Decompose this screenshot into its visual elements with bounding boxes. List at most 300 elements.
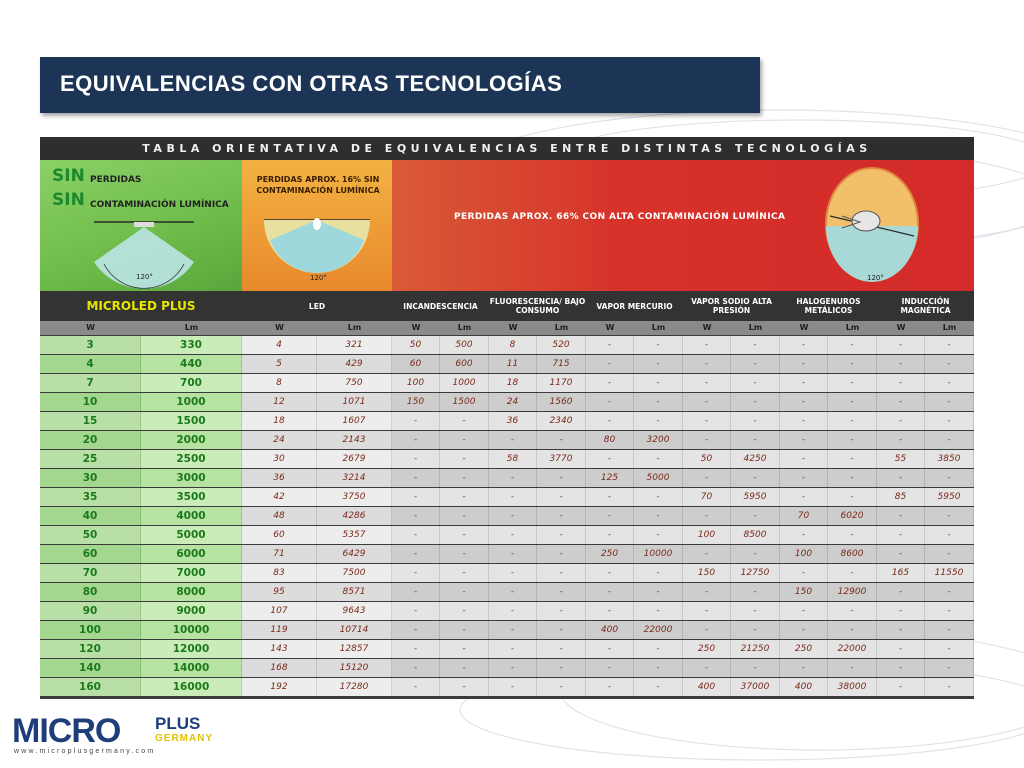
table-cell: - bbox=[780, 450, 828, 468]
table-cell: 150 bbox=[392, 393, 440, 411]
table-cell: 35 bbox=[40, 488, 141, 506]
table-cell: 400 bbox=[683, 678, 731, 696]
table-cell: 2500 bbox=[141, 450, 242, 468]
header-halogenuros: HALOGENUROS METÁLICOS bbox=[796, 297, 861, 315]
table-cell: - bbox=[537, 678, 586, 696]
table-cell: - bbox=[392, 564, 440, 582]
unit-header-cell: W bbox=[275, 323, 284, 332]
table-cell: 24 bbox=[242, 431, 317, 449]
table-cell: 17280 bbox=[317, 678, 392, 696]
table-cell: 1000 bbox=[141, 393, 242, 411]
table-row bbox=[40, 640, 974, 658]
table-cell: - bbox=[683, 431, 731, 449]
table-cell: 60 bbox=[392, 355, 440, 373]
table-cell: 4250 bbox=[731, 450, 780, 468]
table-cell: - bbox=[925, 393, 974, 411]
table-cell: 18 bbox=[242, 412, 317, 430]
table-cell: 5950 bbox=[731, 488, 780, 506]
table-cell: - bbox=[634, 583, 683, 601]
table-row bbox=[40, 602, 974, 620]
table-title: TABLA ORIENTATIVA DE EQUIVALENCIAS ENTRE DISTINTAS TECNOLOGÍAS bbox=[40, 137, 974, 160]
table-cell: - bbox=[925, 336, 974, 354]
unit-header-cell: W bbox=[508, 323, 518, 332]
table-cell: 1071 bbox=[317, 393, 392, 411]
table-cell: - bbox=[780, 526, 828, 544]
table-cell: 3000 bbox=[141, 469, 242, 487]
table-cell: - bbox=[586, 488, 634, 506]
table-cell: 8571 bbox=[317, 583, 392, 601]
table-cell: - bbox=[537, 602, 586, 620]
unit-header-cell: Lm bbox=[845, 323, 860, 332]
table-cell: - bbox=[489, 469, 537, 487]
table-cell: - bbox=[925, 374, 974, 392]
table-cell: 71 bbox=[242, 545, 317, 563]
table-cell: 5 bbox=[242, 355, 317, 373]
conventional-lamp-icon bbox=[822, 166, 922, 284]
table-cell: - bbox=[392, 621, 440, 639]
table-cell: - bbox=[489, 659, 537, 677]
unit-header-cell: W bbox=[411, 323, 421, 332]
sin-label-1: SIN bbox=[52, 166, 85, 186]
unit-header-cell: W bbox=[702, 323, 712, 332]
microled-banner bbox=[40, 160, 242, 291]
table-cell: 70 bbox=[683, 488, 731, 506]
table-cell: - bbox=[586, 393, 634, 411]
table-cell: 250 bbox=[586, 545, 634, 563]
table-cell: - bbox=[537, 488, 586, 506]
slide-title: EQUIVALENCIAS CON OTRAS TECNOLOGÍAS bbox=[60, 71, 563, 96]
table-cell: - bbox=[877, 583, 925, 601]
header-vapor-mercurio: VAPOR MERCURIO bbox=[596, 301, 673, 311]
table-cell: 9643 bbox=[317, 602, 392, 620]
table-cell: - bbox=[731, 469, 780, 487]
unit-header-row bbox=[40, 321, 974, 335]
equivalence-table-panel bbox=[40, 137, 974, 699]
table-cell: 4286 bbox=[317, 507, 392, 525]
table-cell: 12750 bbox=[731, 564, 780, 582]
table-cell: 143 bbox=[242, 640, 317, 658]
table-cell: 10000 bbox=[141, 621, 242, 639]
table-cell: - bbox=[877, 469, 925, 487]
table-cell: 3 bbox=[40, 336, 141, 354]
conventional-angle-label: 120° bbox=[867, 274, 884, 282]
table-cell: 70 bbox=[780, 507, 828, 525]
table-cell: - bbox=[537, 469, 586, 487]
table-cell: - bbox=[877, 640, 925, 658]
technology-header-band bbox=[40, 291, 974, 321]
table-cell: 48 bbox=[242, 507, 317, 525]
table-cell: 3500 bbox=[141, 488, 242, 506]
table-cell: 2340 bbox=[537, 412, 586, 430]
table-cell: - bbox=[877, 355, 925, 373]
table-row bbox=[40, 526, 974, 544]
table-cell: 119 bbox=[242, 621, 317, 639]
sin-label-2: SIN bbox=[52, 190, 85, 210]
table-cell: - bbox=[828, 393, 877, 411]
table-cell: 60 bbox=[40, 545, 141, 563]
table-cell: - bbox=[828, 355, 877, 373]
table-cell: - bbox=[828, 374, 877, 392]
table-cell: - bbox=[586, 374, 634, 392]
table-cell: 5000 bbox=[141, 526, 242, 544]
table-cell: - bbox=[392, 583, 440, 601]
table-cell: - bbox=[586, 336, 634, 354]
unit-header-cell: Lm bbox=[554, 323, 569, 332]
table-cell: 400 bbox=[586, 621, 634, 639]
table-cell: - bbox=[440, 640, 489, 658]
table-row bbox=[40, 374, 974, 392]
table-cell: - bbox=[731, 545, 780, 563]
table-cell: 10714 bbox=[317, 621, 392, 639]
table-cell: - bbox=[537, 431, 586, 449]
table-row bbox=[40, 564, 974, 582]
table-cell: - bbox=[877, 678, 925, 696]
table-cell: - bbox=[392, 412, 440, 430]
table-cell: 7500 bbox=[317, 564, 392, 582]
table-cell: - bbox=[780, 355, 828, 373]
table-cell: - bbox=[780, 336, 828, 354]
table-cell: - bbox=[392, 526, 440, 544]
table-cell: - bbox=[440, 545, 489, 563]
table-cell: - bbox=[731, 336, 780, 354]
table-cell: - bbox=[440, 469, 489, 487]
table-cell: 22000 bbox=[634, 621, 683, 639]
table-cell: 700 bbox=[141, 374, 242, 392]
table-cell: 1500 bbox=[141, 412, 242, 430]
table-cell: 100 bbox=[40, 621, 141, 639]
table-cell: - bbox=[634, 412, 683, 430]
table-cell: - bbox=[780, 431, 828, 449]
header-vapor-sodio: VAPOR SODIO ALTA PRESIÓN bbox=[691, 297, 772, 315]
table-cell: 8 bbox=[242, 374, 317, 392]
table-cell: - bbox=[634, 526, 683, 544]
table-cell: 4 bbox=[40, 355, 141, 373]
table-cell: - bbox=[634, 450, 683, 468]
table-cell: - bbox=[586, 583, 634, 601]
table-row bbox=[40, 393, 974, 411]
unit-header-cell: W bbox=[605, 323, 615, 332]
table-cell: - bbox=[877, 526, 925, 544]
table-cell: - bbox=[925, 678, 974, 696]
table-cell: 140 bbox=[40, 659, 141, 677]
table-cell: 5000 bbox=[634, 469, 683, 487]
table-cell: 125 bbox=[586, 469, 634, 487]
table-cell: - bbox=[634, 374, 683, 392]
table-cell: - bbox=[489, 488, 537, 506]
unit-header-cell: Lm bbox=[942, 323, 957, 332]
table-cell: 9000 bbox=[141, 602, 242, 620]
table-cell: - bbox=[392, 640, 440, 658]
table-cell: - bbox=[537, 659, 586, 677]
table-cell: 100 bbox=[683, 526, 731, 544]
table-cell: 12000 bbox=[141, 640, 242, 658]
table-cell: - bbox=[828, 336, 877, 354]
table-cell: - bbox=[392, 545, 440, 563]
table-row bbox=[40, 659, 974, 677]
led-banner bbox=[242, 160, 392, 291]
table-cell: 14000 bbox=[141, 659, 242, 677]
table-cell: - bbox=[877, 374, 925, 392]
table-cell: - bbox=[925, 412, 974, 430]
table-cell: 750 bbox=[317, 374, 392, 392]
table-cell: 24 bbox=[489, 393, 537, 411]
table-cell: - bbox=[828, 564, 877, 582]
table-cell: - bbox=[489, 545, 537, 563]
table-cell: 5357 bbox=[317, 526, 392, 544]
conventional-banner-text: PERDIDAS APROX. 66% CON ALTA CONTAMINACIÓN LUMÍNICA bbox=[454, 212, 786, 222]
table-cell: - bbox=[489, 621, 537, 639]
table-cell: - bbox=[537, 526, 586, 544]
table-cell: - bbox=[586, 564, 634, 582]
table-cell: - bbox=[731, 602, 780, 620]
table-cell: - bbox=[634, 393, 683, 411]
table-cell: - bbox=[392, 659, 440, 677]
table-cell: 120 bbox=[40, 640, 141, 658]
table-cell: 11550 bbox=[925, 564, 974, 582]
table-cell: - bbox=[683, 621, 731, 639]
table-cell: 30 bbox=[40, 469, 141, 487]
table-cell: 1500 bbox=[440, 393, 489, 411]
table-cell: - bbox=[634, 640, 683, 658]
table-cell: - bbox=[828, 602, 877, 620]
table-cell: 50 bbox=[40, 526, 141, 544]
table-cell: 168 bbox=[242, 659, 317, 677]
unit-header-cell: Lm bbox=[184, 323, 199, 332]
table-cell: - bbox=[489, 564, 537, 582]
table-cell: - bbox=[392, 602, 440, 620]
table-cell: 22000 bbox=[828, 640, 877, 658]
table-cell: - bbox=[877, 545, 925, 563]
unit-header-cell: W bbox=[799, 323, 809, 332]
table-cell: - bbox=[925, 621, 974, 639]
table-cell: 36 bbox=[242, 469, 317, 487]
table-row bbox=[40, 545, 974, 563]
table-cell: - bbox=[489, 507, 537, 525]
table-cell: 80 bbox=[40, 583, 141, 601]
table-cell: 10 bbox=[40, 393, 141, 411]
table-cell: 7000 bbox=[141, 564, 242, 582]
table-row bbox=[40, 583, 974, 601]
table-cell: - bbox=[634, 355, 683, 373]
table-cell: 38000 bbox=[828, 678, 877, 696]
table-cell: - bbox=[828, 412, 877, 430]
table-cell: 16000 bbox=[141, 678, 242, 696]
table-cell: 21250 bbox=[731, 640, 780, 658]
table-cell: - bbox=[634, 564, 683, 582]
table-cell: 58 bbox=[489, 450, 537, 468]
table-cell: - bbox=[440, 488, 489, 506]
table-row bbox=[40, 488, 974, 506]
table-cell: - bbox=[731, 393, 780, 411]
table-cell: - bbox=[683, 659, 731, 677]
table-cell: 8600 bbox=[828, 545, 877, 563]
table-cell: - bbox=[683, 355, 731, 373]
table-cell: - bbox=[828, 450, 877, 468]
table-cell: - bbox=[877, 431, 925, 449]
table-cell: - bbox=[683, 602, 731, 620]
table-cell: - bbox=[925, 526, 974, 544]
table-cell: - bbox=[392, 450, 440, 468]
table-cell: - bbox=[780, 393, 828, 411]
table-cell: - bbox=[634, 659, 683, 677]
table-cell: 330 bbox=[141, 336, 242, 354]
table-cell: 321 bbox=[317, 336, 392, 354]
table-cell: 85 bbox=[877, 488, 925, 506]
table-cell: 70 bbox=[40, 564, 141, 582]
table-cell: - bbox=[392, 488, 440, 506]
table-cell: 25 bbox=[40, 450, 141, 468]
table-cell: - bbox=[828, 469, 877, 487]
table-cell: 12900 bbox=[828, 583, 877, 601]
table-cell: 50 bbox=[392, 336, 440, 354]
table-cell: - bbox=[440, 507, 489, 525]
table-cell: - bbox=[586, 526, 634, 544]
table-cell: 50 bbox=[683, 450, 731, 468]
table-cell: - bbox=[586, 678, 634, 696]
header-incandescencia: INCANDESCENCIA bbox=[403, 301, 478, 311]
table-cell: 107 bbox=[242, 602, 317, 620]
table-cell: - bbox=[440, 450, 489, 468]
table-row bbox=[40, 621, 974, 639]
table-cell: - bbox=[828, 659, 877, 677]
table-cell: - bbox=[440, 621, 489, 639]
table-cell: - bbox=[440, 583, 489, 601]
microplus-logo bbox=[12, 712, 222, 760]
table-cell: - bbox=[877, 621, 925, 639]
table-cell: - bbox=[780, 659, 828, 677]
table-cell: 500 bbox=[440, 336, 489, 354]
table-cell: 83 bbox=[242, 564, 317, 582]
table-cell: 7 bbox=[40, 374, 141, 392]
table-cell: - bbox=[925, 659, 974, 677]
table-cell: 600 bbox=[440, 355, 489, 373]
table-cell: - bbox=[586, 355, 634, 373]
table-cell: - bbox=[634, 336, 683, 354]
table-cell: 8 bbox=[489, 336, 537, 354]
table-cell: 12 bbox=[242, 393, 317, 411]
sin-text-2: CONTAMINACIÓN LUMÍNICA bbox=[90, 200, 229, 210]
table-cell: 3750 bbox=[317, 488, 392, 506]
table-cell: - bbox=[780, 564, 828, 582]
table-row bbox=[40, 450, 974, 468]
table-cell: 1560 bbox=[537, 393, 586, 411]
table-cell: - bbox=[780, 469, 828, 487]
table-cell: - bbox=[586, 507, 634, 525]
table-cell: 150 bbox=[683, 564, 731, 582]
table-cell: 36 bbox=[489, 412, 537, 430]
table-cell: - bbox=[440, 678, 489, 696]
table-cell: - bbox=[877, 336, 925, 354]
table-cell: - bbox=[392, 431, 440, 449]
table-cell: 150 bbox=[780, 583, 828, 601]
table-cell: - bbox=[537, 545, 586, 563]
table-cell: - bbox=[634, 678, 683, 696]
table-cell: 6000 bbox=[141, 545, 242, 563]
table-cell: 12857 bbox=[317, 640, 392, 658]
table-row bbox=[40, 355, 974, 373]
unit-header-cell: W bbox=[896, 323, 906, 332]
table-cell: 715 bbox=[537, 355, 586, 373]
header-induccion: INDUCCIÓN MAGNÉTICA bbox=[900, 297, 951, 315]
table-cell: 6429 bbox=[317, 545, 392, 563]
table-cell: - bbox=[877, 659, 925, 677]
table-cell: - bbox=[925, 469, 974, 487]
table-cell: - bbox=[586, 602, 634, 620]
unit-header-cell: W bbox=[86, 323, 95, 332]
table-cell: - bbox=[828, 526, 877, 544]
table-cell: 90 bbox=[40, 602, 141, 620]
table-cell: 4 bbox=[242, 336, 317, 354]
table-cell: - bbox=[489, 583, 537, 601]
led-angle-label: 120° bbox=[310, 274, 327, 282]
table-cell: - bbox=[683, 374, 731, 392]
table-cell: 8500 bbox=[731, 526, 780, 544]
table-cell: 100 bbox=[392, 374, 440, 392]
table-row bbox=[40, 336, 974, 354]
table-cell: 42 bbox=[242, 488, 317, 506]
logo-germany: GERMANY bbox=[155, 733, 214, 744]
table-cell: 18 bbox=[489, 374, 537, 392]
table-cell: 60 bbox=[242, 526, 317, 544]
table-cell: - bbox=[683, 393, 731, 411]
table-row bbox=[40, 431, 974, 449]
table-cell: - bbox=[731, 412, 780, 430]
logo-web: www.microplusgermany.com bbox=[14, 748, 156, 755]
table-cell: 6020 bbox=[828, 507, 877, 525]
table-cell: 429 bbox=[317, 355, 392, 373]
table-cell: - bbox=[440, 564, 489, 582]
table-cell: - bbox=[634, 507, 683, 525]
table-cell: 3770 bbox=[537, 450, 586, 468]
table-cell: - bbox=[634, 602, 683, 620]
table-cell: 160 bbox=[40, 678, 141, 696]
table-cell: - bbox=[537, 583, 586, 601]
table-cell: - bbox=[489, 678, 537, 696]
table-cell: - bbox=[586, 640, 634, 658]
table-cell: 95 bbox=[242, 583, 317, 601]
table-cell: - bbox=[925, 355, 974, 373]
table-cell: - bbox=[828, 431, 877, 449]
table-cell: - bbox=[537, 507, 586, 525]
table-cell: 100 bbox=[780, 545, 828, 563]
header-fluorescencia: FLUORESCENCIA/ BAJO CONSUMO bbox=[489, 297, 586, 315]
table-cell: - bbox=[925, 602, 974, 620]
table-cell: - bbox=[925, 583, 974, 601]
table-cell: - bbox=[683, 507, 731, 525]
table-cell: - bbox=[392, 678, 440, 696]
table-cell: - bbox=[925, 507, 974, 525]
table-cell: 165 bbox=[877, 564, 925, 582]
table-cell: - bbox=[683, 545, 731, 563]
table-cell: 250 bbox=[683, 640, 731, 658]
table-cell: - bbox=[925, 640, 974, 658]
table-cell: 5950 bbox=[925, 488, 974, 506]
table-cell: - bbox=[731, 583, 780, 601]
table-cell: 1607 bbox=[317, 412, 392, 430]
table-row bbox=[40, 678, 974, 696]
unit-header-cell: Lm bbox=[347, 323, 362, 332]
table-cell: - bbox=[877, 393, 925, 411]
table-cell: - bbox=[440, 431, 489, 449]
table-cell: 3214 bbox=[317, 469, 392, 487]
table-cell: - bbox=[537, 640, 586, 658]
microled-angle-label: 120° bbox=[136, 273, 153, 281]
table-row bbox=[40, 469, 974, 487]
table-cell: - bbox=[780, 412, 828, 430]
table-cell: 2679 bbox=[317, 450, 392, 468]
table-cell: - bbox=[731, 507, 780, 525]
sin-text-1: PERDIDAS bbox=[90, 175, 142, 185]
